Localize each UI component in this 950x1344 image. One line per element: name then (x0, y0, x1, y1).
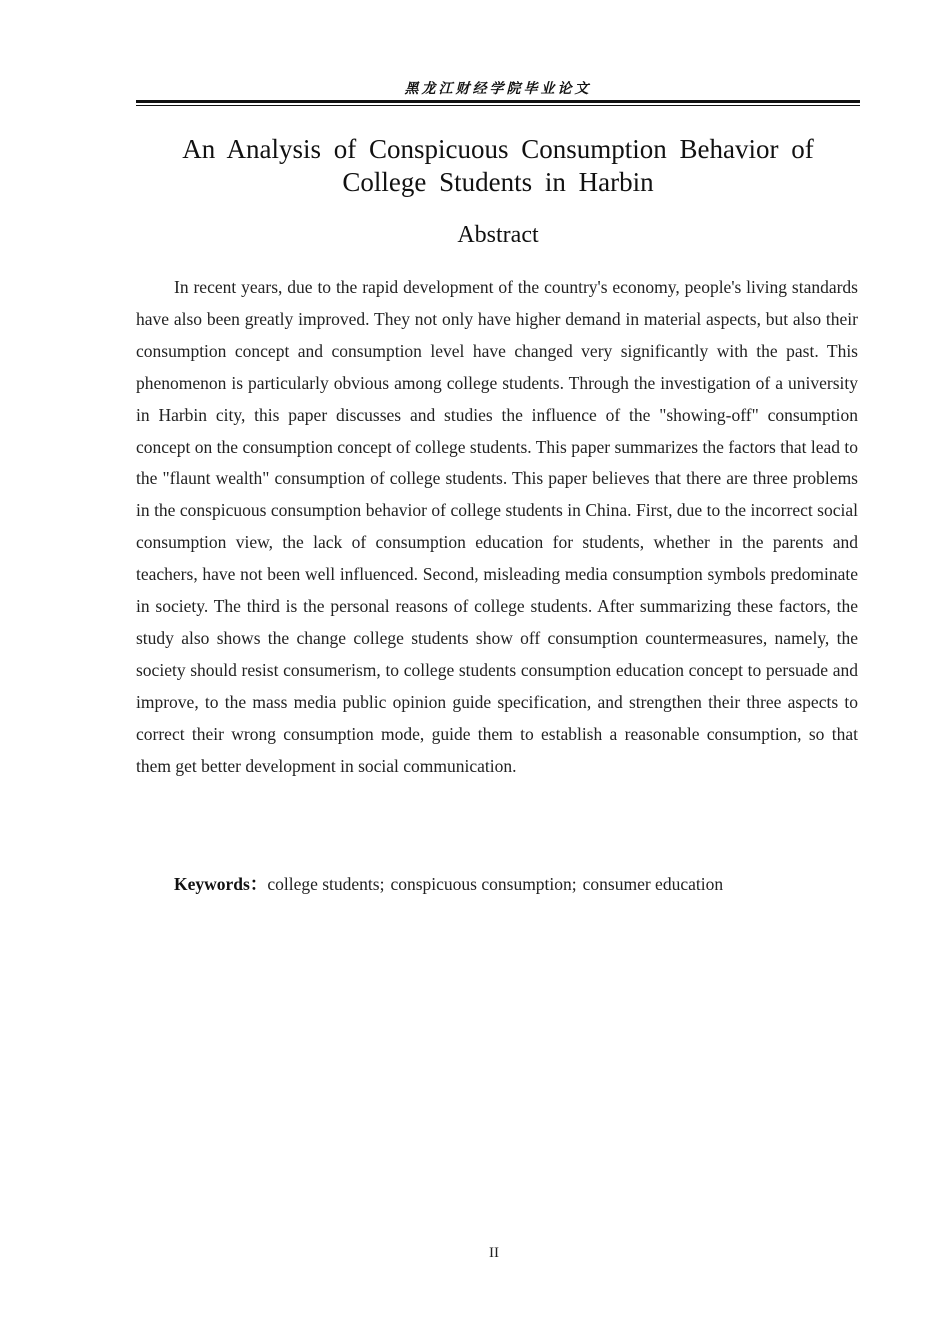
abstract-heading: Abstract (457, 222, 539, 248)
header-title: 黑龙江财经学院毕业论文 (404, 81, 592, 97)
abstract-body: In recent years, due to the rapid development of the country's economy, people's living standards have also been greatly improved. They not only have higher demand in material aspects, but also their consumption concept and consumption level have changed very significantly with the past. This phenomenon is particularly obvious among college students. Through the investigation of a university in Harbin city, this paper discusses and studies the influence of the "showing-off" consumption concept on the consumption concept of college students. This paper summarizes the factors that lead to the "flaunt wealth" consumption of college students. This paper believes that there are three problems in the conspicuous consumption behavior of college students in China. First, due to the incorrect social consumption view, the lack of consumption education for students, whether in the parents and teachers, have not been well influenced. Second, misleading media consumption symbols predominate in society. The third is the personal reasons of college students. After summarizing these factors, the study also shows the change college students show off consumption countermeasures, namely, the society should resist consumerism, to college students consumption education concept to persuade and improve, to the mass media public opinion guide specification, and strengthen their three aspects to correct their wrong consumption mode, guide them to establish a reasonable consumption, so that them get better development in social communication. (136, 277, 858, 776)
keyword-item: consumer education (582, 874, 724, 894)
keywords-line (174, 870, 723, 898)
page-number: II (489, 1245, 499, 1261)
keywords-label: Keywords： (174, 874, 268, 894)
document-title: An Analysis of Conspicuous Consumption Behavior of College Students in Harbin (182, 134, 814, 197)
keyword-item: conspicuous consumption; (390, 874, 577, 894)
keyword-item: college students; (267, 874, 385, 894)
header-rule (136, 100, 860, 106)
page-header (136, 80, 860, 106)
